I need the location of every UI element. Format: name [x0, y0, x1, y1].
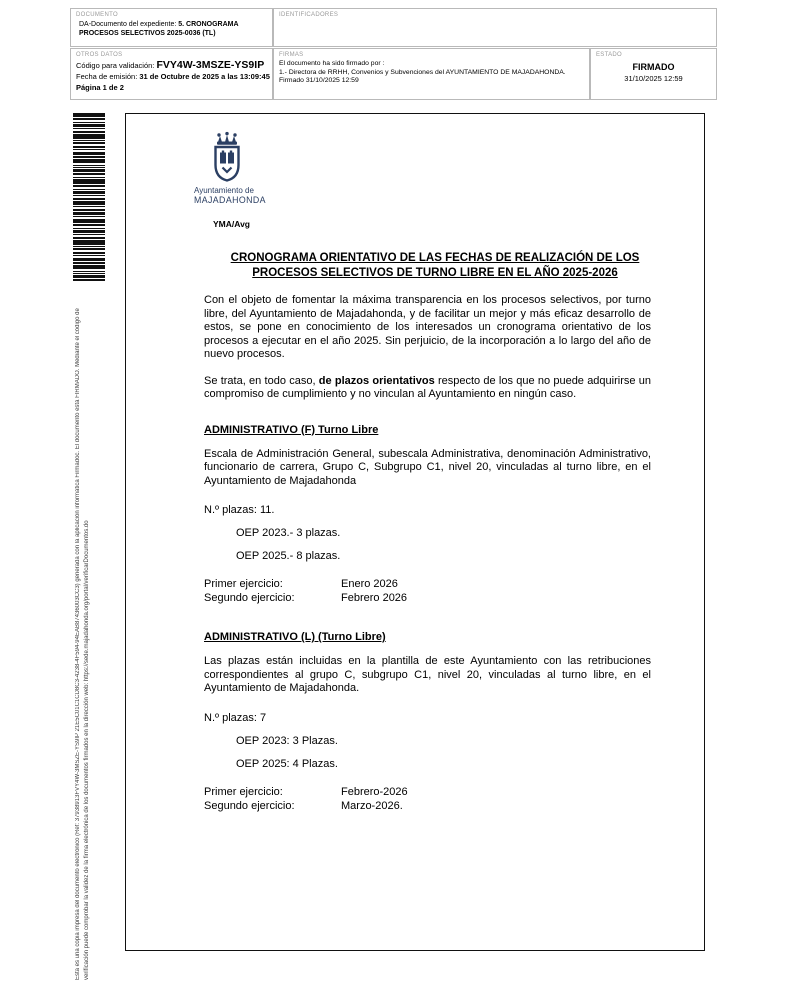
estado-box — [590, 48, 717, 100]
document-title: CRONOGRAMA ORIENTATIVO DE LAS FECHAS DE REALIZACIÓN DE LOS PROCESOS SELECTIVOS DE TURNO LIBRE EN EL AÑO 2025-2026 — [230, 252, 640, 279]
ejercicio-label: Primer ejercicio: — [204, 578, 283, 590]
section-body: Escala de Administración General, subescala Administrativa, denominación Administrativo, funcionario de carrera, Grupo C, Subgrupo C1, nivel 20, vinculadas al turno libre, en el Ayuntamiento de Majadahonda — [204, 447, 651, 487]
barcode — [73, 113, 105, 283]
identificadores-label: IDENTIFICADORES — [279, 12, 339, 18]
ejercicio-label: Segundo ejercicio: — [204, 799, 295, 812]
verification-line1: Esta es una copia impresa del documento electrónico (Ref: 37938913FVY4W-3MSZE-YS9IP 21E5C01C1CD8C3-4238-4F594-94EAB87436003CC3) generada con la aplicación informática Firmadoc. El documento está FIRMADO. Mediante el código de — [75, 308, 81, 980]
firmas-box — [273, 48, 590, 100]
disclaimer-pre: Se trata, en todo caso, — [204, 374, 319, 387]
section-administrativo-l — [204, 631, 651, 813]
identificadores-box — [273, 8, 717, 47]
ejercicio-row — [204, 785, 651, 799]
pagina-indicator — [76, 82, 267, 93]
org-name — [194, 186, 314, 205]
plazas-count: N.º plazas: 11. — [204, 504, 275, 516]
section-body: Las plazas están incluidas en la plantilla de este Ayuntamiento con las retribuciones correspondientes al grupo C, subgrupo C1, nivel 20, vinculadas al turno libre, en el Ayuntamiento de Majadahonda. — [204, 655, 651, 694]
ejercicio-label: Segundo ejercicio: — [204, 592, 295, 604]
org-name-line1: Ayuntamiento de — [194, 186, 254, 195]
logo — [194, 131, 314, 205]
codigo-label: Código para validación: — [76, 61, 157, 70]
documento-label: DOCUMENTO — [76, 12, 118, 18]
ejercicio-value: Febrero 2026 — [341, 592, 408, 604]
oep-item: OEP 2023: 3 Plazas. — [236, 734, 338, 747]
disclaimer-paragraph — [204, 375, 651, 402]
internal-reference: YMA/Avg — [213, 219, 250, 229]
firmas-line2: 1.- Directora de RRHH, Convenios y Subvenciones del AYUNTAMIENTO DE MAJADAHONDA. Firmado 31/10/2025 12:59 — [279, 68, 566, 84]
otros-datos-label: OTROS DATOS — [76, 52, 123, 58]
otros-datos-box — [70, 48, 273, 100]
oep-item: OEP 2025: 4 Plazas. — [236, 757, 338, 770]
documento-value — [76, 20, 267, 38]
fecha-value: 31 de Octubre de 2025 a las 13:09:45 — [139, 72, 270, 81]
section-administrativo-f — [204, 424, 651, 606]
estado-label: ESTADO — [596, 52, 623, 58]
disclaimer-bold: de plazos orientativos — [318, 374, 435, 387]
codigo-value: FVY4W-3MSZE-YS9IP — [156, 59, 265, 71]
plazas-count: N.º plazas: 7 — [204, 711, 267, 724]
intro-paragraph: Con el objeto de fomentar la máxima transparencia en los procesos selectivos, por turno libre, del Ayuntamiento de Majadahonda, y de facilitar un mejor y más eficaz desarrollo de estos, se pone en conocimiento de los interesados un cronograma orientativo de los procesos a ejecutar en el año 2025. Sin perjuicio, de la incorporación a lo largo del año de nuevo procesos. — [204, 294, 651, 360]
disclaimer-post: respecto de los que no puede adquirirse un compromiso de cumplimiento y no vinculan al Ayuntamiento en ningún caso. — [204, 374, 651, 400]
ejercicio-value: Enero 2026 — [341, 578, 398, 590]
documento-value-bold: 5. CRONOGRAMA PROCESOS SELECTIVOS 2025-0036 (TL) — [79, 21, 239, 37]
ejercicio-row — [204, 799, 651, 813]
estado-datetime: 31/10/2025 12:59 — [624, 74, 683, 83]
ejercicios-table — [204, 785, 651, 813]
oep-item: OEP 2025.- 8 plazas. — [236, 550, 341, 562]
ejercicios-table — [204, 577, 651, 605]
fecha-emision — [76, 71, 270, 82]
coat-of-arms-icon — [208, 131, 246, 183]
ejercicio-row — [204, 591, 651, 605]
ejercicio-value: Marzo-2026. — [341, 799, 403, 812]
ejercicio-value: Febrero-2026 — [341, 785, 408, 798]
estado-status: FIRMADO — [632, 62, 675, 72]
org-name-line2: MAJADAHONDA — [194, 194, 266, 205]
oep-item: OEP 2023.- 3 plazas. — [236, 527, 341, 539]
documento-value-prefix: DA-Documento del expediente: — [79, 21, 179, 28]
fecha-label: Fecha de emisión: — [76, 72, 140, 81]
section-heading: ADMINISTRATIVO (L) (Turno Libre) — [204, 631, 386, 643]
pagina-value: Página 1 de 2 — [76, 83, 124, 92]
documento-box — [70, 8, 273, 47]
section-heading: ADMINISTRATIVO (F) Turno Libre — [204, 423, 379, 436]
firmas-line1: El documento ha sido firmado por : — [279, 60, 385, 67]
verification-vertical-text — [74, 288, 98, 980]
firmas-label: FIRMAS — [279, 52, 304, 58]
document-page — [125, 113, 705, 951]
verification-line2: verificación puede comprobar la validez de la firma electrónica de los documentos firmados en la dirección web: https://sede.majadahonda.org/portal/verificarDocumentos.do — [84, 520, 90, 980]
ejercicio-row — [204, 577, 651, 591]
codigo-validacion — [76, 60, 267, 71]
ejercicio-label: Primer ejercicio: — [204, 785, 283, 798]
